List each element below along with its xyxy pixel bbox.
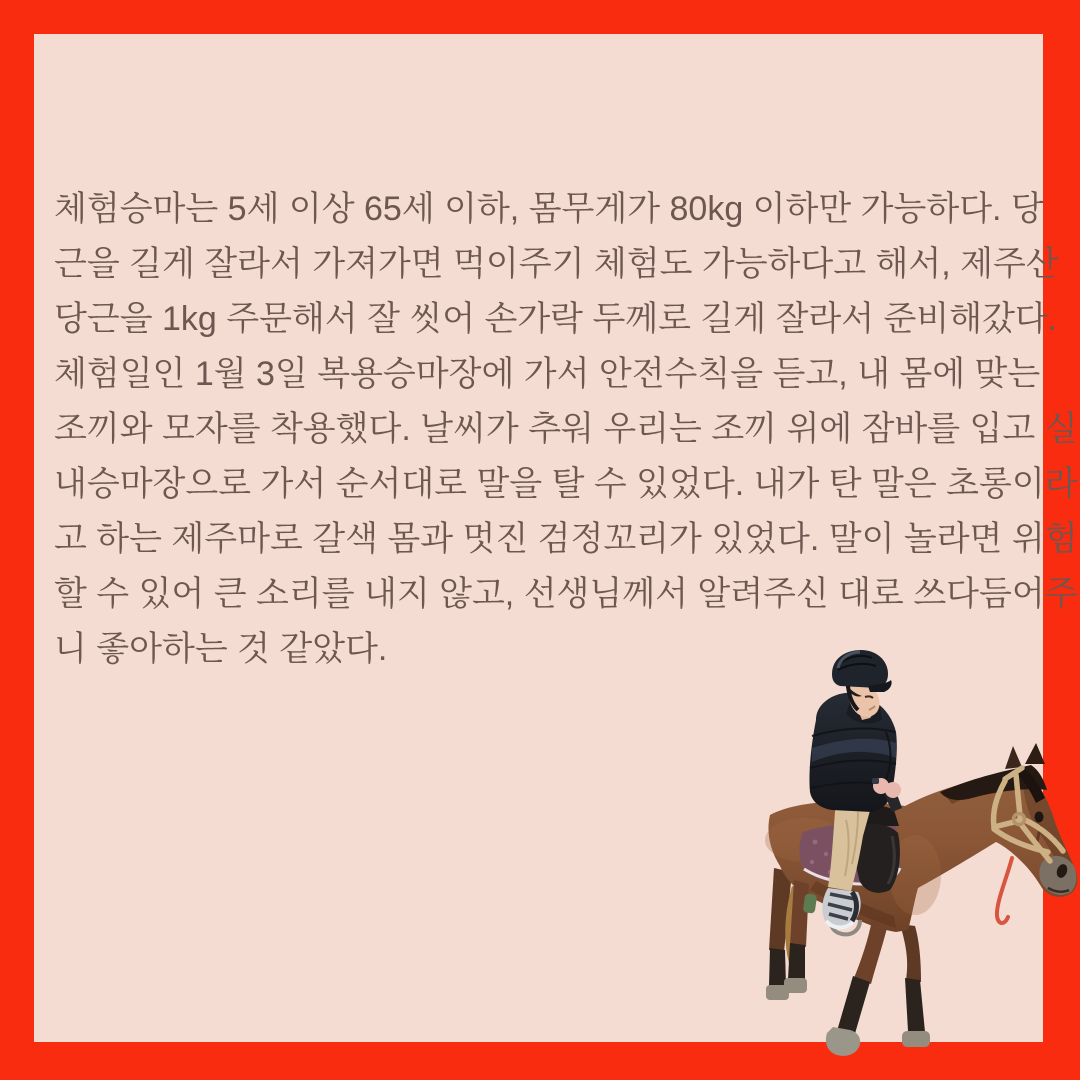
article-line: 조끼와 모자를 착용했다. 날씨가 추워 우리는 조끼 위에 잠바를 입고 실 [54, 410, 1078, 448]
article-line: 할 수 있어 큰 소리를 내지 않고, 선생님께서 알려주신 대로 쓰다듬어주 [54, 575, 1078, 613]
article-line: 니 좋아하는 것 같았다. [54, 630, 388, 668]
article-line: 근을 길게 잘라서 가져가면 먹이주기 체험도 가능하다고 해서, 제주산 [54, 245, 1059, 283]
content-panel [34, 34, 1078, 1042]
horse-muzzle [1039, 856, 1076, 895]
article-line: 내승마장으로 가서 순서대로 말을 탈 수 있었다. 내가 탄 말은 초롱이라 [54, 465, 1078, 503]
article-text [54, 182, 1078, 677]
article-line: 고 하는 제주마로 갈색 몸과 멋진 검정꼬리가 있었다. 말이 놀라면 위험 [54, 520, 1078, 558]
article-line: 체험일인 1월 3일 복용승마장에 가서 안전수칙을 듣고, 내 몸에 맞는 [54, 355, 1041, 393]
article-line: 체험승마는 5세 이상 65세 이하, 몸무게가 80kg 이하만 가능하다. 당 [54, 190, 1044, 228]
article-line: 당근을 1kg 주문해서 잘 씻어 손가락 두께로 길게 잘라서 준비해갔다. [54, 300, 1058, 338]
